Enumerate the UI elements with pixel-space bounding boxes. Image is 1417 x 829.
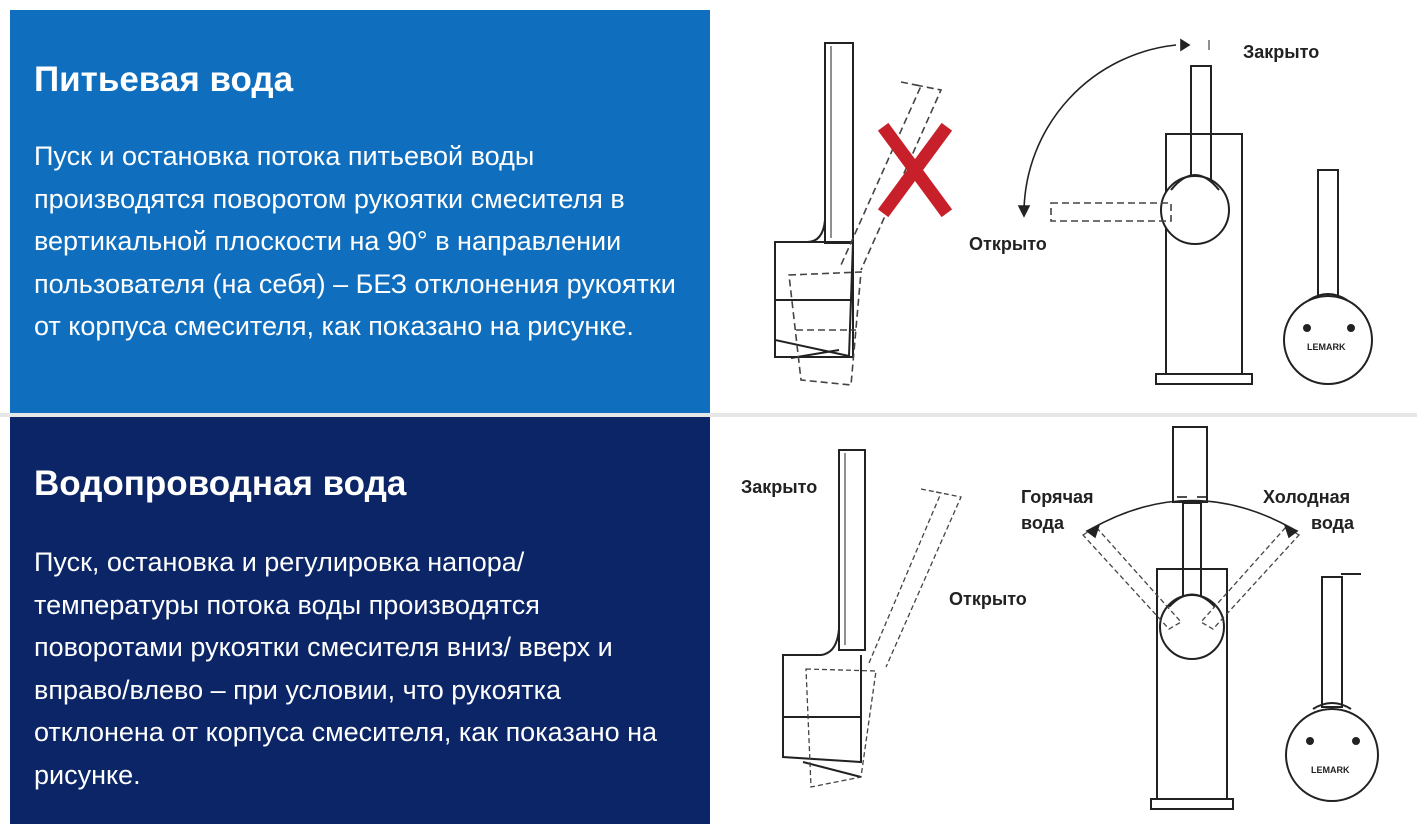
drinking-water-description: Пуск и остановка потока питьевой воды производятся поворотом рукоятки смесителя в вертикальной плоскости на 90° в направлении пользователя (на себя) – БЕЗ отклонения рукоятки от корпуса смесителя, как показано на рисунке. [34, 141, 676, 341]
cold-water-label-line2: вода [1311, 513, 1355, 533]
tap-side-view-faucet [783, 450, 865, 777]
tap-brand-logo: LEMARK [1311, 765, 1350, 775]
tap-water-panel [10, 417, 710, 824]
wrong-tilted-handle [789, 82, 941, 385]
drinking-water-diagram [711, 10, 1417, 414]
hot-water-label-line1: Горячая [1021, 487, 1094, 507]
tap-front-view-faucet [1151, 427, 1233, 809]
front-view-faucet [1156, 40, 1252, 384]
open-position-handle [1051, 203, 1171, 221]
tap-open-tilted-handle [806, 489, 961, 787]
hot-water-label-line2: вода [1021, 513, 1065, 533]
drinking-water-title: Питьевая вода [34, 60, 294, 99]
tap-closed-label: Закрыто [741, 477, 818, 497]
drinking-water-panel [10, 10, 710, 414]
tap-water-diagram [711, 417, 1417, 824]
cold-water-label-line1: Холодная [1263, 487, 1351, 507]
wrong-cross-mark [887, 132, 943, 208]
side-view-faucet [775, 43, 853, 358]
drinking-brand-logo: LEMARK [1307, 342, 1346, 352]
drinking-water-diagram-svg [711, 10, 1417, 414]
drinking-closed-label: Закрыто [1243, 42, 1320, 62]
tap-open-label: Открыто [949, 589, 1027, 609]
drinking-open-label: Открыто [969, 234, 1047, 254]
tap-water-description: Пуск, остановка и регулировка напора/ температуры потока воды производятся поворотами рукоятки смесителя вниз/ вверх и вправо/влево – при условии, что рукоятка отклонена от корпуса смесителя, как показано на рисунке. [34, 547, 658, 790]
tap-water-diagram-svg [711, 417, 1417, 824]
tap-water-title: Водопроводная вода [34, 464, 407, 503]
rotation-arc [1019, 40, 1189, 216]
